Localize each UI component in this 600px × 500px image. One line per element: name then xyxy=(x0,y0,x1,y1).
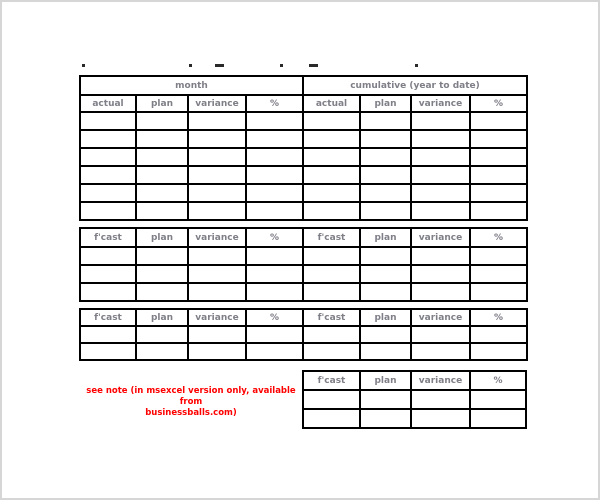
cell xyxy=(411,343,470,360)
table-row xyxy=(80,283,527,301)
column-header-percent: % xyxy=(470,371,526,390)
group-header-cumulative: cumulative (year to date) xyxy=(303,76,527,95)
cell xyxy=(470,184,527,202)
cell xyxy=(411,265,470,283)
column-header-actual: actual xyxy=(303,95,360,112)
cell xyxy=(470,343,527,360)
table-forecast-1 xyxy=(79,227,528,302)
cell xyxy=(303,265,360,283)
cell xyxy=(246,112,303,130)
cropped-text-artifact xyxy=(215,64,224,67)
table-row xyxy=(80,343,527,360)
cell xyxy=(470,390,526,409)
note-text xyxy=(80,386,302,419)
column-header-percent: % xyxy=(246,95,303,112)
column-header-fcast: f'cast xyxy=(303,309,360,326)
column-header-fcast: f'cast xyxy=(303,371,360,390)
column-header-percent: % xyxy=(246,228,303,247)
table-month-cumulative xyxy=(79,75,528,221)
column-header-plan: plan xyxy=(360,228,411,247)
column-header-plan: plan xyxy=(360,95,411,112)
cell xyxy=(470,265,527,283)
cell xyxy=(188,166,246,184)
cell xyxy=(360,148,411,166)
cell xyxy=(188,283,246,301)
cell xyxy=(411,112,470,130)
cell xyxy=(411,130,470,148)
cropped-text-artifact xyxy=(415,64,418,67)
cell xyxy=(411,148,470,166)
column-header-plan: plan xyxy=(360,309,411,326)
cell xyxy=(136,202,188,220)
cell xyxy=(303,343,360,360)
column-header-plan: plan xyxy=(360,371,411,390)
column-header-plan: plan xyxy=(136,228,188,247)
column-header-percent: % xyxy=(470,309,527,326)
column-header-variance: variance xyxy=(188,309,246,326)
column-header-percent: % xyxy=(470,95,527,112)
cell xyxy=(246,148,303,166)
cell xyxy=(136,283,188,301)
cell xyxy=(80,148,136,166)
cell xyxy=(80,265,136,283)
cell xyxy=(411,283,470,301)
cell xyxy=(360,247,411,265)
table-row xyxy=(303,409,526,428)
column-header-plan: plan xyxy=(136,95,188,112)
cell xyxy=(411,184,470,202)
cell xyxy=(360,390,411,409)
cell xyxy=(246,265,303,283)
cell xyxy=(470,148,527,166)
cell xyxy=(246,283,303,301)
cell xyxy=(80,184,136,202)
cropped-text-artifact xyxy=(309,64,318,67)
column-header-variance: variance xyxy=(411,95,470,112)
table-forecast-2 xyxy=(79,308,528,361)
cell xyxy=(411,166,470,184)
cell xyxy=(246,326,303,343)
cell xyxy=(136,148,188,166)
cell xyxy=(360,326,411,343)
cell xyxy=(360,166,411,184)
cell xyxy=(470,247,527,265)
cell xyxy=(360,343,411,360)
cell xyxy=(470,166,527,184)
cell xyxy=(246,166,303,184)
cell xyxy=(80,283,136,301)
cell xyxy=(411,390,470,409)
table-row xyxy=(80,112,527,130)
cell xyxy=(411,247,470,265)
cell xyxy=(303,148,360,166)
table-row xyxy=(80,326,527,343)
cell xyxy=(303,247,360,265)
cell xyxy=(188,130,246,148)
cropped-text-artifact xyxy=(82,64,85,67)
cell xyxy=(80,326,136,343)
cropped-text-artifact xyxy=(280,64,283,67)
note-line-2: businessballs.com) xyxy=(145,408,237,418)
column-header-variance: variance xyxy=(188,228,246,247)
cell xyxy=(470,202,527,220)
cell xyxy=(80,130,136,148)
cell xyxy=(136,326,188,343)
cell xyxy=(303,166,360,184)
column-header-variance: variance xyxy=(411,309,470,326)
cell xyxy=(411,202,470,220)
cell xyxy=(188,148,246,166)
cell xyxy=(303,283,360,301)
table-row xyxy=(303,390,526,409)
cell xyxy=(188,343,246,360)
cell xyxy=(360,184,411,202)
column-header-fcast: f'cast xyxy=(303,228,360,247)
cell xyxy=(303,409,360,428)
cell xyxy=(360,130,411,148)
cell xyxy=(246,247,303,265)
column-header-variance: variance xyxy=(411,371,470,390)
cell xyxy=(470,409,526,428)
cell xyxy=(136,166,188,184)
cell xyxy=(80,343,136,360)
cell xyxy=(188,265,246,283)
cell xyxy=(360,283,411,301)
cell xyxy=(470,283,527,301)
table-forecast-3 xyxy=(302,370,527,429)
note-line-1: see note (in msexcel version only, available from xyxy=(86,386,296,407)
cell xyxy=(188,184,246,202)
cell xyxy=(303,184,360,202)
cell xyxy=(303,202,360,220)
cell xyxy=(136,112,188,130)
cell xyxy=(246,343,303,360)
column-header-fcast: f'cast xyxy=(80,228,136,247)
cell xyxy=(80,202,136,220)
cell xyxy=(136,184,188,202)
table-row xyxy=(80,184,527,202)
cell xyxy=(470,326,527,343)
cell xyxy=(136,130,188,148)
cell xyxy=(188,247,246,265)
group-header-month: month xyxy=(80,76,303,95)
cell xyxy=(188,202,246,220)
table-row xyxy=(80,148,527,166)
cell xyxy=(80,112,136,130)
column-header-variance: variance xyxy=(188,95,246,112)
cell xyxy=(360,409,411,428)
cell xyxy=(360,265,411,283)
cell xyxy=(470,112,527,130)
table-row xyxy=(80,265,527,283)
column-header-fcast: f'cast xyxy=(80,309,136,326)
cell xyxy=(303,130,360,148)
cell xyxy=(246,184,303,202)
cell xyxy=(246,202,303,220)
cell xyxy=(411,409,470,428)
cell xyxy=(136,343,188,360)
column-header-plan: plan xyxy=(136,309,188,326)
cell xyxy=(411,326,470,343)
cell xyxy=(80,166,136,184)
cell xyxy=(188,112,246,130)
cell xyxy=(80,247,136,265)
cell xyxy=(136,247,188,265)
cell xyxy=(470,130,527,148)
cell xyxy=(136,265,188,283)
cell xyxy=(303,326,360,343)
cell xyxy=(360,112,411,130)
cell xyxy=(360,202,411,220)
cropped-text-artifact xyxy=(189,64,192,67)
column-header-percent: % xyxy=(246,309,303,326)
column-header-percent: % xyxy=(470,228,527,247)
table-row xyxy=(80,130,527,148)
cell xyxy=(303,390,360,409)
column-header-variance: variance xyxy=(411,228,470,247)
cell xyxy=(246,130,303,148)
table-row xyxy=(80,202,527,220)
cell xyxy=(188,326,246,343)
cell xyxy=(303,112,360,130)
table-row xyxy=(80,247,527,265)
column-header-actual: actual xyxy=(80,95,136,112)
table-row xyxy=(80,166,527,184)
